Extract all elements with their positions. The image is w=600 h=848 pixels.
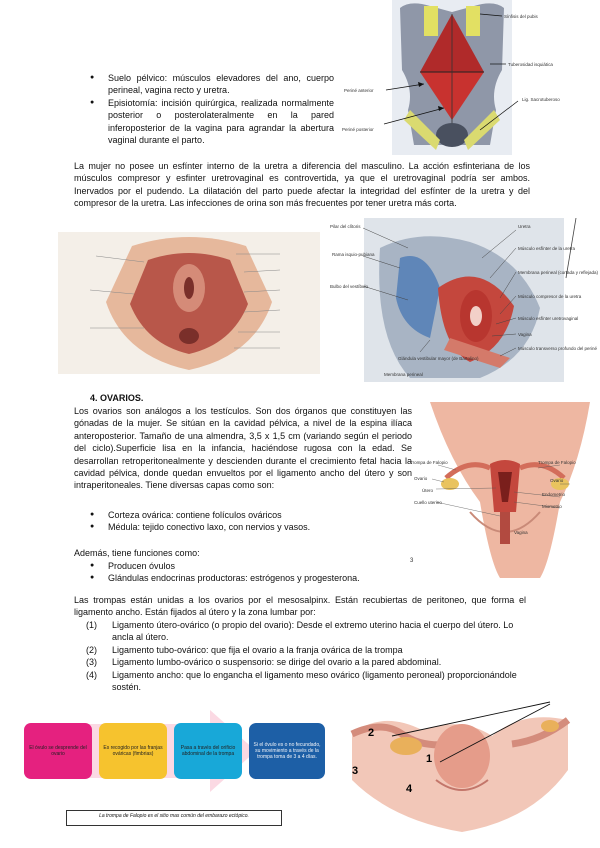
label-perine-anterior: Periné anterior	[344, 88, 374, 93]
bullet-suelo-pelvico: ● Suelo pélvico: músculos elevadores del ano, cuerpo perineal, vagina recto y uretra.	[86, 72, 334, 97]
bullet-episiotomia: ● Episiotomía: incisión quirúrgica, realizada normalmente posterior o posterolateralmente en la pared inferoposterior de la vagina para agrandar la abertura vaginal durante el parto.	[86, 97, 334, 147]
ovary-ligaments-figure	[342, 700, 576, 834]
label-ligamento: Lig. Sacrotuberoso	[522, 97, 560, 102]
label-pilar: Pilar del clítoris	[330, 224, 361, 229]
ovaries-paragraph: Los ovarios son análogos a los testículos. Son dos órganos que constituyen las gónadas de la mujer. Se sitúan en la cavidad pélvica, a nivel de la espina ilíaca anteroposterior. Tamaño de una almendra, 3,5 x 1,5 cm (variando según el periodo del ciclo).Superficie lisa en la infancia, haciéndose rugosa con la edad. Se desarrollan retroperitonealmente y descienden durante el crecimiento fetal hacia la cavidad pélvica, donde quedan envueltos por el ligamento ancho del útero y son intraperitoneales. Tiene diversas capas como son:	[74, 406, 412, 491]
ligament-text: Ligamento ancho: que lo engancha el ligamento meso ovárico (ligamento peroneal) proporcionándole sostén.	[112, 669, 517, 693]
label-vagina: Vagina	[518, 332, 532, 337]
label-cuello: Cuello uterino	[414, 500, 442, 505]
label-utero: Útero	[422, 488, 434, 493]
flow-step-2: Es recogido por las franjas ováricas (fimbrias)	[99, 723, 167, 779]
label-glandula: Glándula vestibular mayor (de Bartolino)	[398, 356, 479, 361]
ligaments-list	[86, 619, 528, 693]
urethral-sphincter-diagram	[330, 218, 600, 382]
label-bulbo: Bulbo del vestíbulo	[330, 284, 369, 289]
label-ovario-izq: Ovario	[414, 476, 428, 481]
ligament-text: Ligamento tubo-ovárico: que fija el ovario a la franja ovárica de la trompa	[112, 644, 403, 655]
ovary-functions-list	[86, 560, 406, 585]
ovary-layers-list	[86, 509, 406, 534]
pelvic-floor-diagram	[340, 0, 600, 155]
ovary-layer-corteza: ● Corteza ovárica: contiene folículos ováricos	[86, 509, 406, 521]
label-rama: Rama isquio-pubiana	[332, 252, 375, 257]
label-membrana-perineal: Membrana perineal (cortada y reflejada)	[518, 270, 599, 275]
label-uretrovaginal: Músculo esfínter uretrovaginal	[518, 316, 579, 321]
label-musculo-esfinter: Músculo esfínter de la uretra	[518, 246, 576, 251]
ligament-text: Ligamento útero-ovárico (o propio del ovario): Desde el extremo uterino hacia el cuerpo del útero. Lo ancla al útero.	[112, 620, 514, 643]
ligament-item-4	[86, 669, 528, 694]
label-miometrio: Miometrio	[542, 504, 562, 509]
flow-step-4: Si el óvulo es o no fecundado, su movimiento a través de la trompa toma de 3 a 4 días.	[249, 723, 325, 779]
urethra-paragraph: La mujer no posee un esfínter interno de la uretra a diferencia del masculino. La acción esfinteriana de los músculos compresor y esfinter uretrovaginal es controvertida, ya que el uretrovaginal podría ser ambos. Inervados por el pudendo. La dilatación del parto puede afectar la integridad del esfínter de la uretra y del compresor de la uretra. Las infecciones de orina son más frecuentes por tener uretra más corta.	[74, 161, 530, 209]
ligament-text: Ligamento lumbo-ovárico o suspensorio: se dirige del ovario a la pared abdominal.	[112, 657, 442, 668]
uterus-diagram	[410, 402, 600, 578]
ligament-number: (3)	[86, 657, 97, 668]
label-uretra: Uretra	[518, 224, 531, 229]
label-trompa-izq: Trompa de Falopio	[410, 460, 448, 465]
label-endometrio: Endometrio	[542, 492, 566, 497]
label-tuberosidad: Tuberosidad isquiática	[508, 62, 553, 67]
label-ovario-der: Ovario	[550, 478, 564, 483]
pelvic-floor-figure	[340, 0, 600, 155]
functions-intro: Además, tiene funciones como:	[74, 548, 200, 558]
label-transverso: Músculo transverso profundo del periné	[518, 346, 598, 351]
uterus-figure	[410, 402, 600, 578]
ligament-number: (1)	[86, 620, 97, 630]
flow-caption: La trompa de Falopio es el sitio mas común del embarazo ectópico.	[66, 810, 282, 826]
function-ovulos: ● Producen óvulos	[86, 560, 406, 572]
ligament-number: (2)	[86, 644, 97, 655]
label-trompa-der: Trompa de Falopio	[538, 460, 576, 465]
ligament-number-2: 2	[368, 727, 375, 739]
ligament-number-1: 1	[426, 753, 433, 765]
label-vagina-utero: Vagina	[514, 530, 528, 535]
ligament-item-3	[86, 656, 528, 668]
label-compresor: Músculo compresor de la uretra	[518, 294, 582, 299]
perineum-muscles-figure	[58, 232, 320, 374]
ovary-layer-medula: ● Médula: tejido conectivo laxo, con nervios y vasos.	[86, 521, 406, 533]
ovum-flow-diagram	[24, 710, 328, 792]
page-mark: 3	[410, 558, 414, 564]
flow-step-3: Pasa a través del orificio abdominal de la trompa	[174, 723, 242, 779]
label-perine-posterior: Periné posterior	[342, 127, 374, 132]
ovary-ligaments-diagram	[342, 700, 576, 834]
tubes-paragraph: Las trompas están unidas a los ovarios por el mesosalpinx. Están recubiertas de peritoneo, que forma el ligamento ancho. Están fijados al útero y la zona lumbar por:	[74, 595, 526, 618]
ligament-item-1	[86, 619, 528, 644]
ligament-number: (4)	[86, 669, 97, 680]
label-sinfisis: Sínfisis del pubis	[504, 14, 538, 19]
perineum-muscles-diagram	[58, 232, 320, 374]
function-endocrinas: ● Glándulas endocrinas productoras: estrógenos y progesterona.	[86, 572, 406, 584]
ligament-item-2	[86, 644, 528, 656]
pelvic-floor-bullets	[86, 72, 334, 146]
section-4-heading: 4. OVARIOS.	[90, 393, 144, 403]
ligament-number-3: 3	[352, 765, 359, 777]
urethral-sphincter-figure	[330, 218, 600, 382]
label-membrana-inferior: Membrana perineal	[384, 372, 423, 377]
ligament-number-4: 4	[406, 783, 413, 795]
flow-step-1: El óvulo se desprende del ovario	[24, 723, 92, 779]
